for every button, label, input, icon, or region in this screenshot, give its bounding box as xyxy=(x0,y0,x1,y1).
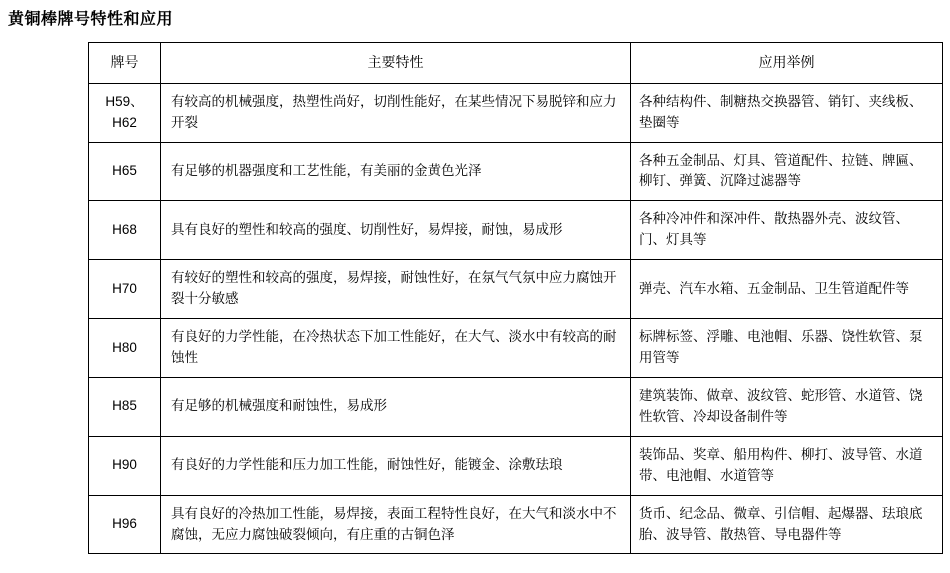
cell-applications: 装饰品、奖章、船用构件、柳打、波导管、水道带、电池帽、水道管等 xyxy=(631,436,943,495)
table-row xyxy=(89,319,943,378)
table-row xyxy=(89,260,943,319)
cell-applications: 各种五金制品、灯具、管道配件、拉链、牌匾、柳钉、弹簧、沉降过滤器等 xyxy=(631,142,943,201)
cell-properties: 有足够的机器强度和工艺性能，有美丽的金黄色光泽 xyxy=(161,142,631,201)
table-row xyxy=(89,142,943,201)
cell-properties: 有良好的力学性能，在冷热状态下加工性能好，在大气、淡水中有较高的耐蚀性 xyxy=(161,319,631,378)
spec-table-container xyxy=(88,42,942,554)
cell-grade: H70 xyxy=(89,260,161,319)
cell-properties: 有较好的塑性和较高的强度，易焊接，耐蚀性好，在氛气气氛中应力腐蚀开裂十分敏感 xyxy=(161,260,631,319)
cell-applications: 建筑装饰、做章、波纹管、蛇形管、水道管、饶性软管、冷却设备制件等 xyxy=(631,377,943,436)
table-row xyxy=(89,436,943,495)
cell-properties: 有足够的机械强度和耐蚀性，易成形 xyxy=(161,377,631,436)
table-row xyxy=(89,201,943,260)
cell-grade: H85 xyxy=(89,377,161,436)
cell-properties: 具有良好的冷热加工性能，易焊接，表面工程特性良好，在大气和淡水中不腐蚀，无应力腐蚀破裂倾向，有庄重的古铜色泽 xyxy=(161,495,631,554)
table-body xyxy=(89,83,943,554)
cell-applications: 各种冷冲件和深冲件、散热器外壳、波纹管、门、灯具等 xyxy=(631,201,943,260)
cell-grade: H90 xyxy=(89,436,161,495)
table-row xyxy=(89,83,943,142)
cell-applications: 货币、纪念品、微章、引信帽、起爆器、珐琅底胎、波导管、散热管、导电器件等 xyxy=(631,495,943,554)
cell-grade: H96 xyxy=(89,495,161,554)
table-header-row xyxy=(89,43,943,84)
cell-applications: 弹壳、汽车水箱、五金制品、卫生管道配件等 xyxy=(631,260,943,319)
column-header-grade: 牌号 xyxy=(89,43,161,84)
cell-grade: H68 xyxy=(89,201,161,260)
cell-applications: 各种结构件、制糖热交换器管、销钉、夹线板、垫圈等 xyxy=(631,83,943,142)
column-header-applications: 应用举例 xyxy=(631,43,943,84)
table-row xyxy=(89,495,943,554)
cell-applications: 标牌标签、浮雕、电池帽、乐器、饶性软管、泵用管等 xyxy=(631,319,943,378)
cell-grade: H65 xyxy=(89,142,161,201)
cell-properties: 具有良好的塑性和较高的强度、切削性好，易焊接，耐蚀，易成形 xyxy=(161,201,631,260)
cell-properties: 有良好的力学性能和压力加工性能，耐蚀性好，能镀金、涂敷珐琅 xyxy=(161,436,631,495)
page-title: 黄铜棒牌号特性和应用 xyxy=(8,11,174,28)
cell-grade: H59、H62 xyxy=(89,83,161,142)
brass-rod-spec-table xyxy=(88,42,943,554)
table-row xyxy=(89,377,943,436)
cell-grade: H80 xyxy=(89,319,161,378)
column-header-properties: 主要特性 xyxy=(161,43,631,84)
cell-properties: 有较高的机械强度，热塑性尚好，切削性能好，在某些情况下易脱锌和应力开裂 xyxy=(161,83,631,142)
table-header xyxy=(89,43,943,84)
